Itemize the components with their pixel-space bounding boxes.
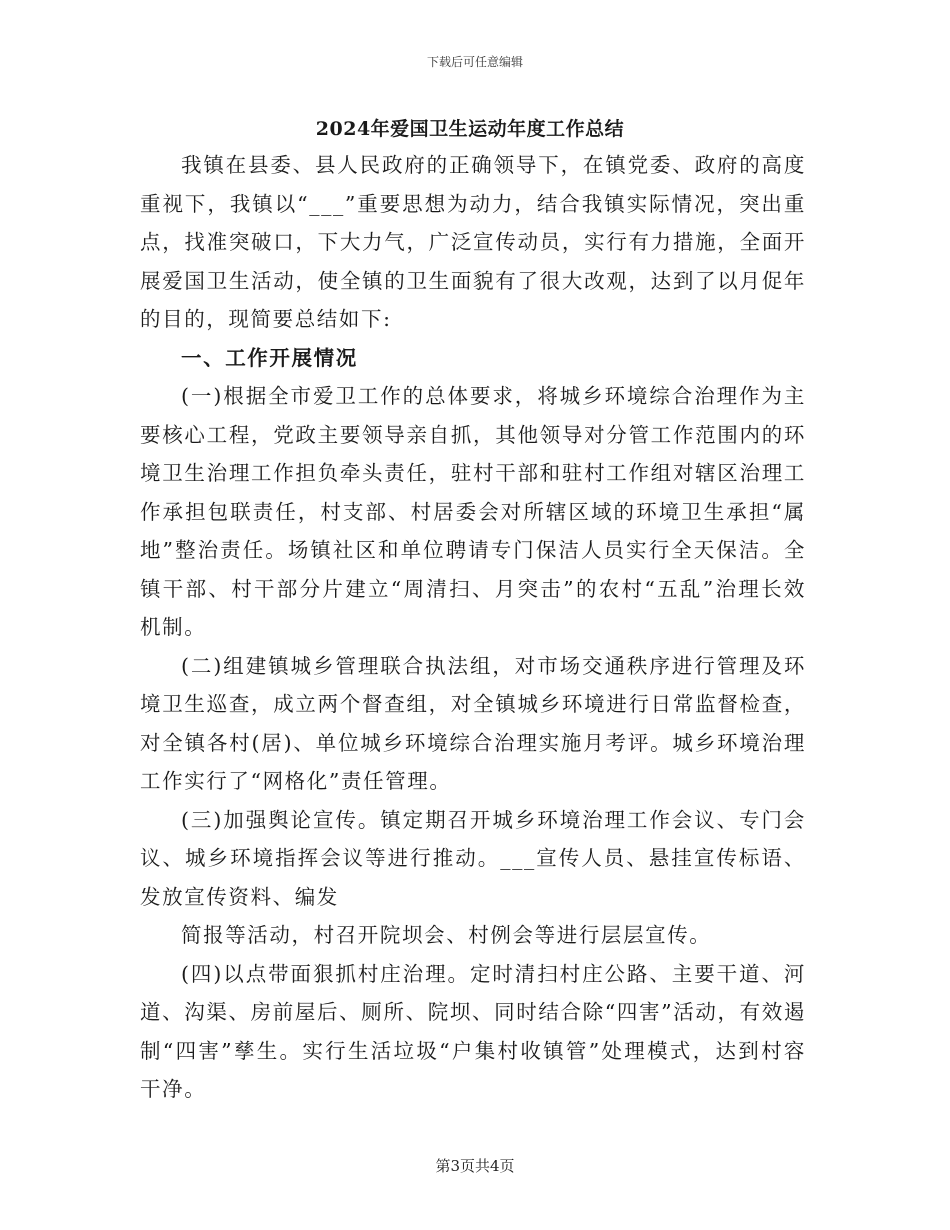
intro-paragraph: 我镇在县委、县人民政府的正确领导下，在镇党委、政府的高度重视下，我镇以“___”重要思想为动力，结合我镇实际情况，突出重点，找准突破口，下大力气，广泛宣传动员，实行有力措施，全面开展爱国卫生活动，使全镇的卫生面貌有了很大改观，达到了以月促年的目的，现简要总结如下: — [140, 153, 806, 331]
paragraph-item-3: (三)加强舆论宣传。镇定期召开城乡环境治理工作会议、专门会议、城乡环境指挥会议等进行推动。___宣传人员、悬挂宣传标语、发放宣传资料、编发 — [140, 807, 806, 909]
paragraph-item-3-continued: 简报等活动，村召开院坝会、村例会等进行层层宣传。 — [181, 923, 712, 947]
paragraph-item-2: (二)组建镇城乡管理联合执法组，对市场交通秩序进行管理及环境卫生巡查，成立两个督查组，对全镇城乡环境进行日常监督检查，对全镇各村(居)、单位城乡环境综合治理实施月考评。城乡环境治理工作实行了“网格化”责任管理。 — [140, 653, 806, 793]
paragraph-item-4: (四)以点带面狠抓村庄治理。定时清扫村庄公路、主要干道、河道、沟渠、房前屋后、厕所、院坝、同时结合除“四害”活动，有效遏制“四害”孳生。实行生活垃圾“户集村收镇管”处理模式，达到村容干净。 — [140, 961, 806, 1101]
page-header-note: 下载后可任意编辑 — [426, 55, 523, 69]
document-title: 2024年爱国卫生运动年度工作总结 — [315, 118, 625, 140]
paragraph-item-1: (一)根据全市爱卫工作的总体要求，将城乡环境综合治理作为主要核心工程，党政主要领导亲自抓，其他领导对分管工作范围内的环境卫生治理工作担负牵头责任，驻村干部和驻村工作组对辖区治理工作承担包联责任，村支部、村居委会对所辖区域的环境卫生承担“属地”整治责任。场镇社区和单位聘请专门保洁人员实行全天保洁。全镇干部、村干部分片建立“周清扫、月突击”的农村“五乱”治理长效机制。 — [140, 384, 806, 639]
section-heading: 一、工作开展情况 — [181, 345, 358, 370]
document-body — [140, 146, 806, 1109]
page-number: 第3页共4页 — [435, 1157, 515, 1175]
